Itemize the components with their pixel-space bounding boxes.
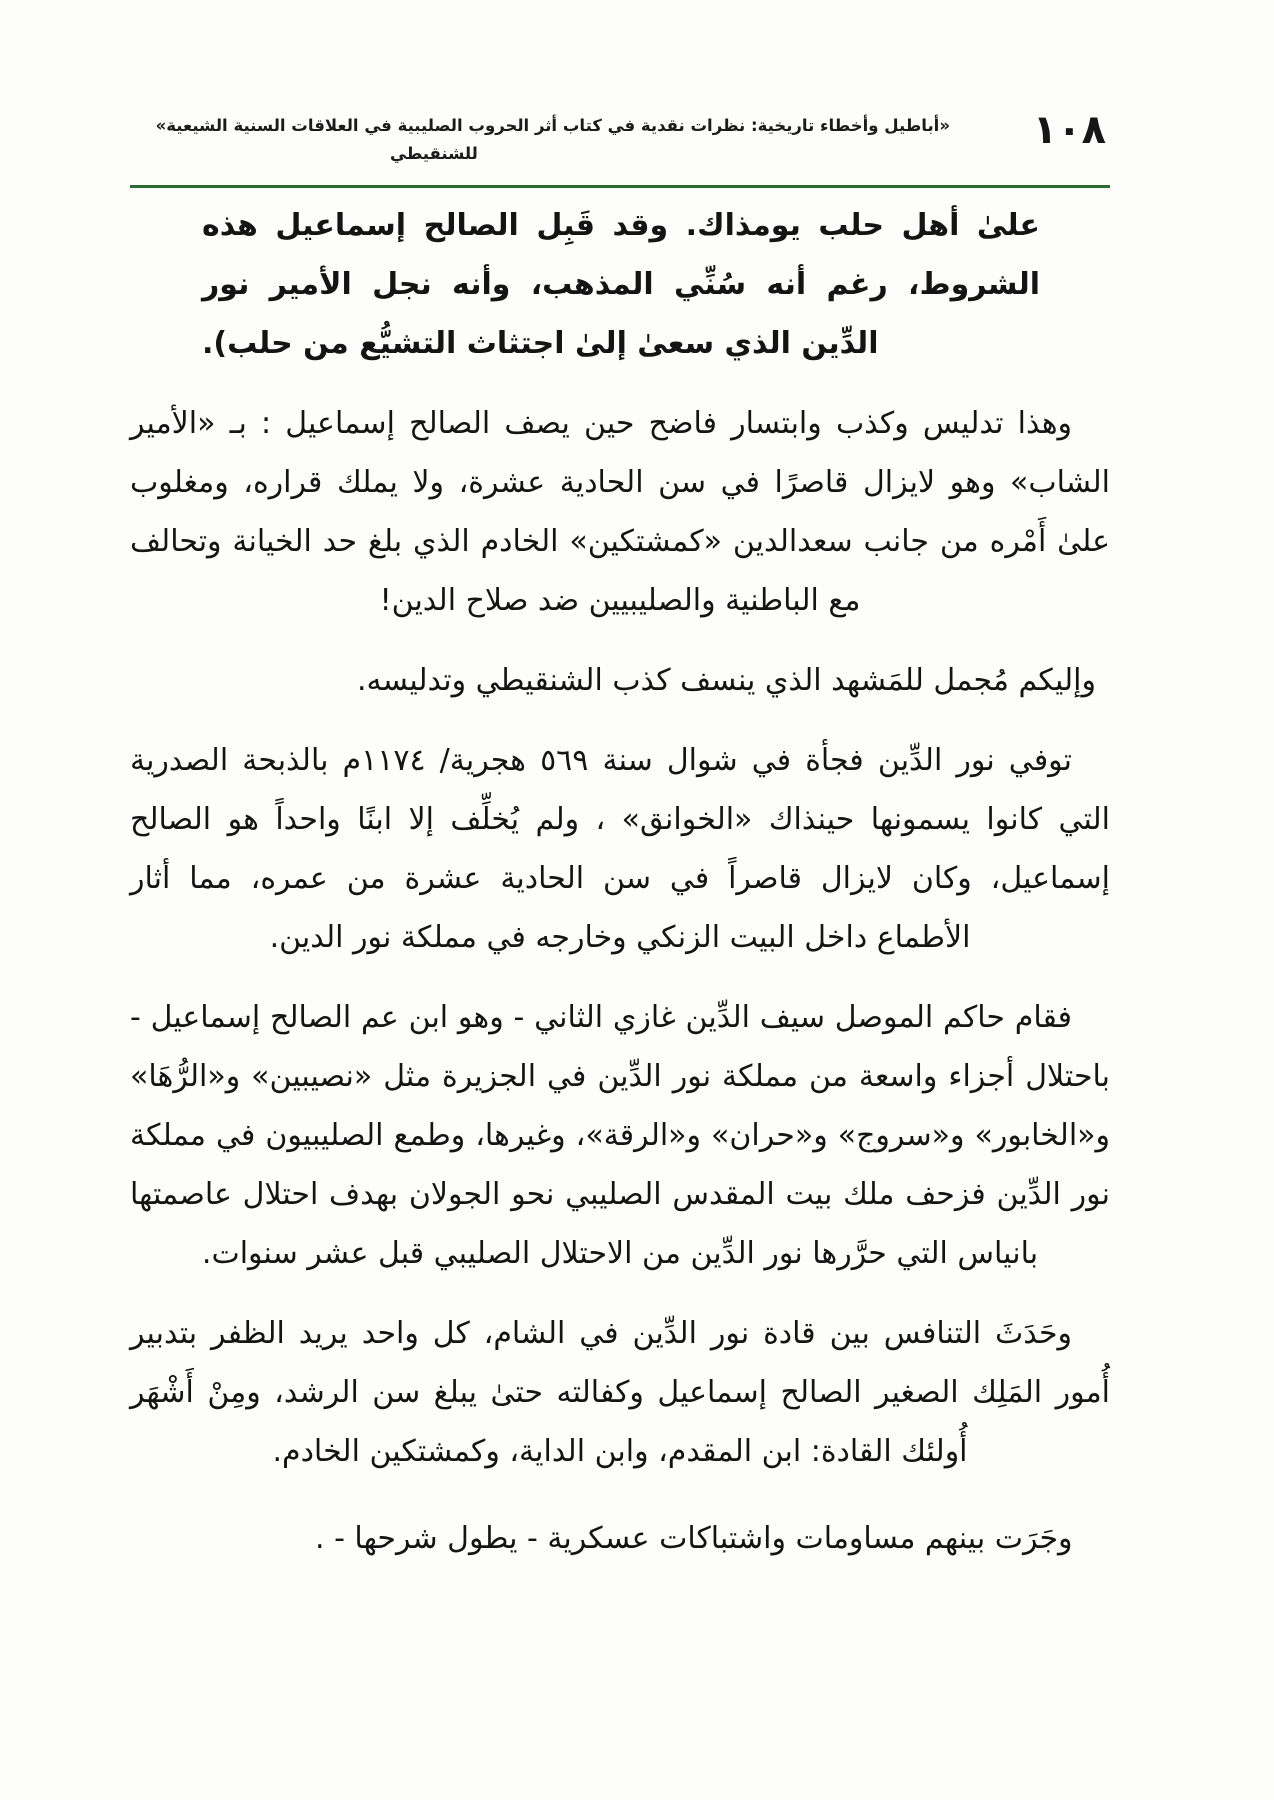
body-paragraph-4: فقام حاكم الموصل سيف الدِّين غازي الثاني - وهو ابن عم الصالح إسماعيل - باحتلال أجزاء واسعة من مملكة نور الدِّين في الجزيرة مثل «نصيبين» و«الرُّهَا» و«الخابور» و«سروج» و«حران» و«الرقة»، وغيرها، وطمع الصليبيون في مملكة نور الدِّين فزحف ملك بيت المقدس الصليبي نحو الجولان بهدف احتلال عاصمتها بانياس التي حرَّرها نور الدِّين من الاحتلال الصليبي قبل عشر سنوات. — [130, 1000, 1110, 1271]
page-number: ١٠٨ — [1032, 107, 1106, 153]
running-title-line1: «أباطيل وأخطاء تاريخية: نظرات نقدية في كتاب أثر الحروب الصليبية في العلاقات السنية الشيعية» — [155, 116, 950, 135]
page-body — [130, 196, 1110, 1589]
header-rule — [130, 185, 1110, 188]
running-title — [155, 112, 950, 168]
body-paragraph-2: وإليكم مُجمل للمَشهد الذي ينسف كذب الشنقيطي وتدليسه. — [356, 663, 1096, 698]
page-header — [0, 0, 1274, 186]
quote-continuation-paragraph: علىٰ أهل حلب يومذاك. وقد قَبِل الصالح إسماعيل هذه الشروط، رغم أنه سُنِّي المذهب، وأنه نجل الأمير نور الدِّين الذي سعىٰ إلىٰ اجتثاث التشيُّع من حلب). — [202, 208, 1040, 361]
body-paragraph-5: وحَدَثَ التنافس بين قادة نور الدِّين في الشام، كل واحد يريد الظفر بتدبير أُمور المَلِك الصغير الصالح إسماعيل وكفالته حتىٰ يبلغ سن الرشد، ومِنْ أَشْهَر أُولئك القادة: ابن المقدم، وابن الداية، وكمشتكين الخادم. — [130, 1316, 1110, 1469]
body-paragraph-3: توفي نور الدِّين فجأة في شوال سنة ٥٦٩ هجرية/ ١١٧٤م بالذبحة الصدرية التي كانوا يسمونها حينذاك «الخوانق» ، ولم يُخلِّف إلا ابنًا واحداً هو الصالح إسماعيل، وكان لايزال قاصراً في سن الحادية عشرة من عمره، مما أثار الأطماع داخل البيت الزنكي وخارجه في مملكة نور الدين. — [130, 743, 1110, 955]
body-paragraph-1: وهذا تدليس وكذب وابتسار فاضح حين يصف الصالح إسماعيل : بـ «الأمير الشاب» وهو لايزال قاصرًا في سن الحادية عشرة، ولا يملك قراره، ومغلوب علىٰ أَمْره من جانب سعدالدين «كمشتكين» الخادم الذي بلغ حد الخيانة وتحالف مع الباطنية والصليبيين ضد صلاح الدين! — [130, 406, 1110, 618]
body-paragraph-closing: وجَرَت بينهم مساومات واشتباكات عسكرية - يطول شرحها - . — [315, 1521, 1073, 1556]
running-title-line2: للشنقيطي — [390, 144, 478, 163]
